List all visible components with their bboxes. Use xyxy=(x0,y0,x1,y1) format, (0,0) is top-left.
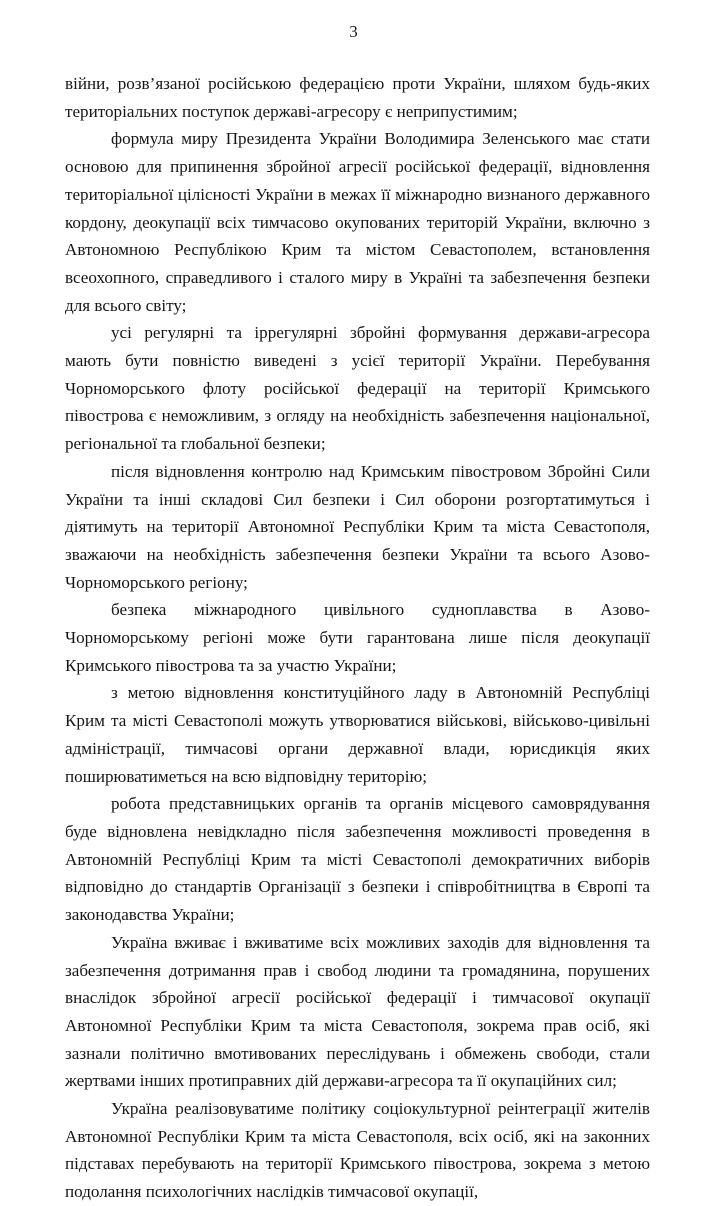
paragraph-armed-forces-deployment: після відновлення контролю над Кримським півостровом Збройні Сили України та інші складові Сил безпеки і Сил оборони розгортатимуться і діятимуть на території Автономної Республіки Крим та міста Севастополя, зважаючи на необхідність забезпечення безпеки України та всього Азово-Чорноморського регіону; xyxy=(65,461,650,592)
paragraph-constitutional-order: з метою відновлення конституційного ладу в Автономній Республіці Крим та місті Севастополі можуть утворюватися військові, військово-цивільні адміністрації, тимчасові органи державної влади, юрисдикція яких поширюватиметься на всю відповідну територію; xyxy=(65,683,650,786)
paragraph-peace-formula: формула миру Президента України Володимира Зеленського має стати основою для припинення збройної агресії російської федерації, відновлення територіальної цілісності України в межах її міжнародно визнаного державного кордону, деокупації всіх тимчасово окупованих територій України, включно з Автономною Республікою Крим та містом Севастополем, встановлення всеохопного, справедливого і сталого миру в Україні та забезпечення безпеки для всього світу; xyxy=(65,129,650,315)
document-body xyxy=(65,70,650,1206)
paragraph-armed-formations: усі регулярні та іррегулярні збройні формування держави-агресора мають бути повністю виведені з усієї території України. Перебування Чорноморського флоту російської федерації на території Кримського півострова є неможливим, з огляду на необхідність забезпечення національної, регіональної та глобальної безпеки; xyxy=(65,323,650,454)
paragraph-local-government: робота представницьких органів та органів місцевого самоврядування буде відновлена невідкладно після забезпечення можливості проведення в Автономній Республіці Крим та місті Севастополі демократичних виборів відповідно до стандартів Організації з безпеки і співробітництва в Європі та законодавства України; xyxy=(65,794,650,925)
paragraph-continued-war: війни, розв’язаної російською федерацією проти України, шляхом будь-яких територіальних поступок державі-агресору є неприпустимим; xyxy=(65,74,650,121)
page-number: 3 xyxy=(349,22,358,41)
paragraph-sociocultural-reintegration: Україна реалізовуватиме політику соціокультурної реінтеграції жителів Автономної Республіки Крим та міста Севастополя, всіх осіб, які на законних підставах перебувають на території Кримського півострова, зокрема з метою подолання психологічних наслідків тимчасової окупації, xyxy=(65,1099,650,1202)
paragraph-navigation-safety: безпека міжнародного цивільного судноплавства в Азово-Чорноморському регіоні може бути гарантована лише після деокупації Кримського півострова та за участю України; xyxy=(65,600,650,675)
paragraph-human-rights: Україна вживає і вживатиме всіх можливих заходів для відновлення та забезпечення дотримання прав і свобод людини та громадянина, порушених внаслідок збройної агресії російської федерації і тимчасової окупації Автономної Республіки Крим та міста Севастополя, зокрема прав осіб, які зазнали політично вмотивованих переслідувань і обмежень свободи, стали жертвами інших протиправних дій держави-агресора та її окупаційних сил; xyxy=(65,932,650,1091)
